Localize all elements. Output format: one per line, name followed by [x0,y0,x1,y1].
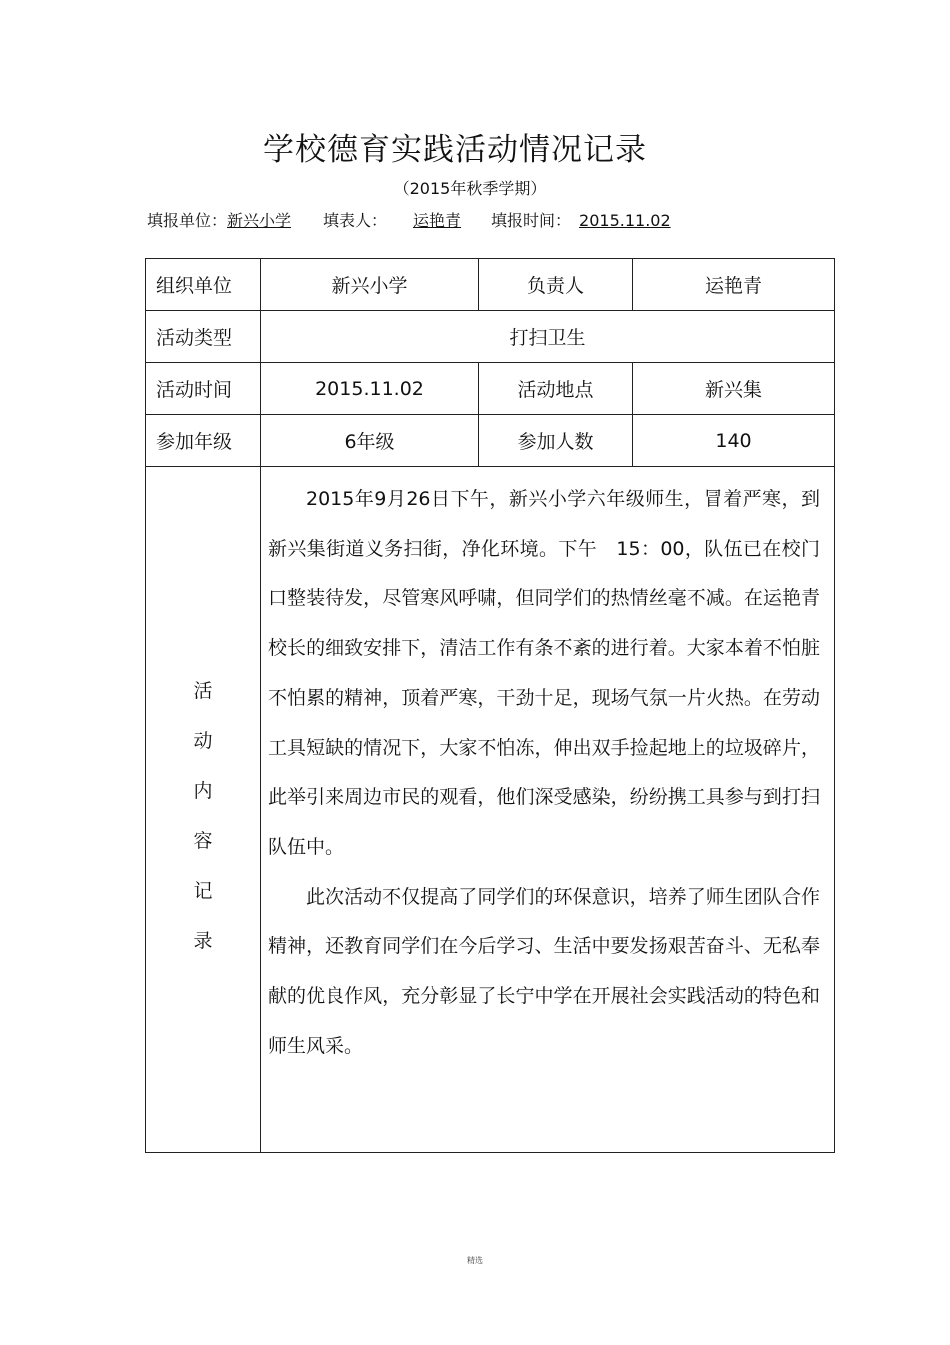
content-label-cell [146,467,261,1153]
leader-value: 运艳青 [633,259,835,311]
activity-record-table [145,258,835,1153]
unit-label: 填报单位： [147,211,228,230]
org-label: 组织单位 [146,259,261,311]
footer-mark: 精选 [467,1256,483,1265]
count-label: 参加人数 [479,415,633,467]
place-value: 新兴集 [633,363,835,415]
content-record-cell [261,467,835,1153]
type-value: 打扫卫生 [261,311,835,363]
content-paragraph-2: 此次活动不仅提高了同学们的环保意识，培养了师生团队合作精神，还教育同学们在今后学习、生活中要发扬艰苦奋斗、无私奉献的优良作风，充分彰显了长宁中学在开展社会实践活动的特色和师生风采。 [268,885,820,1057]
report-meta-line [147,208,683,231]
filler-value: 运艳青 [413,211,462,230]
semester-subtitle: （2015年秋季学期） [393,179,547,198]
time-label-cell: 活动时间 [146,363,261,415]
table-row [146,415,835,467]
content-label-char: 容 [193,830,213,852]
org-value: 新兴小学 [261,259,479,311]
table-row [146,467,835,1153]
grade-value: 6年级 [261,415,479,467]
table-row [146,363,835,415]
table-row [146,311,835,363]
place-label: 活动地点 [479,363,633,415]
time-value-cell: 2015.11.02 [261,363,479,415]
document-title: 学校德育实践活动情况记录 [263,132,647,168]
time-label: 填报时间： [491,211,572,230]
grade-label: 参加年级 [146,415,261,467]
filler-label: 填表人： [323,211,388,230]
content-label-char: 记 [193,880,213,902]
content-label-char: 内 [193,780,213,802]
content-label-char: 活 [193,680,213,702]
content-paragraph-1: 2015年9月26日下午，新兴小学六年级师生，冒着严寒，到新兴集街道义务扫街，净化环境。下午 15：00，队伍已在校门口整装待发，尽管寒风呼啸，但同学们的热情丝毫不减。在运艳青校长的细致安排下，清洁工作有条不紊的进行着。大家本着不怕脏不怕累的精神，顶着严寒，干劲十足，现场气氛一片火热。在劳动工具短缺的情况下，大家不怕冻，伸出双手捡起地上的垃圾碎片，此举引来周边市民的观看，他们深受感染，纷纷携工具参与到打扫队伍中。 [268,488,820,858]
type-label: 活动类型 [146,311,261,363]
table-row [146,259,835,311]
leader-label: 负责人 [479,259,633,311]
unit-value: 新兴小学 [227,211,292,230]
content-label-char: 动 [193,730,213,752]
count-value: 140 [633,415,835,467]
content-label-char: 录 [193,930,213,952]
time-value: 2015.11.02 [579,211,671,230]
